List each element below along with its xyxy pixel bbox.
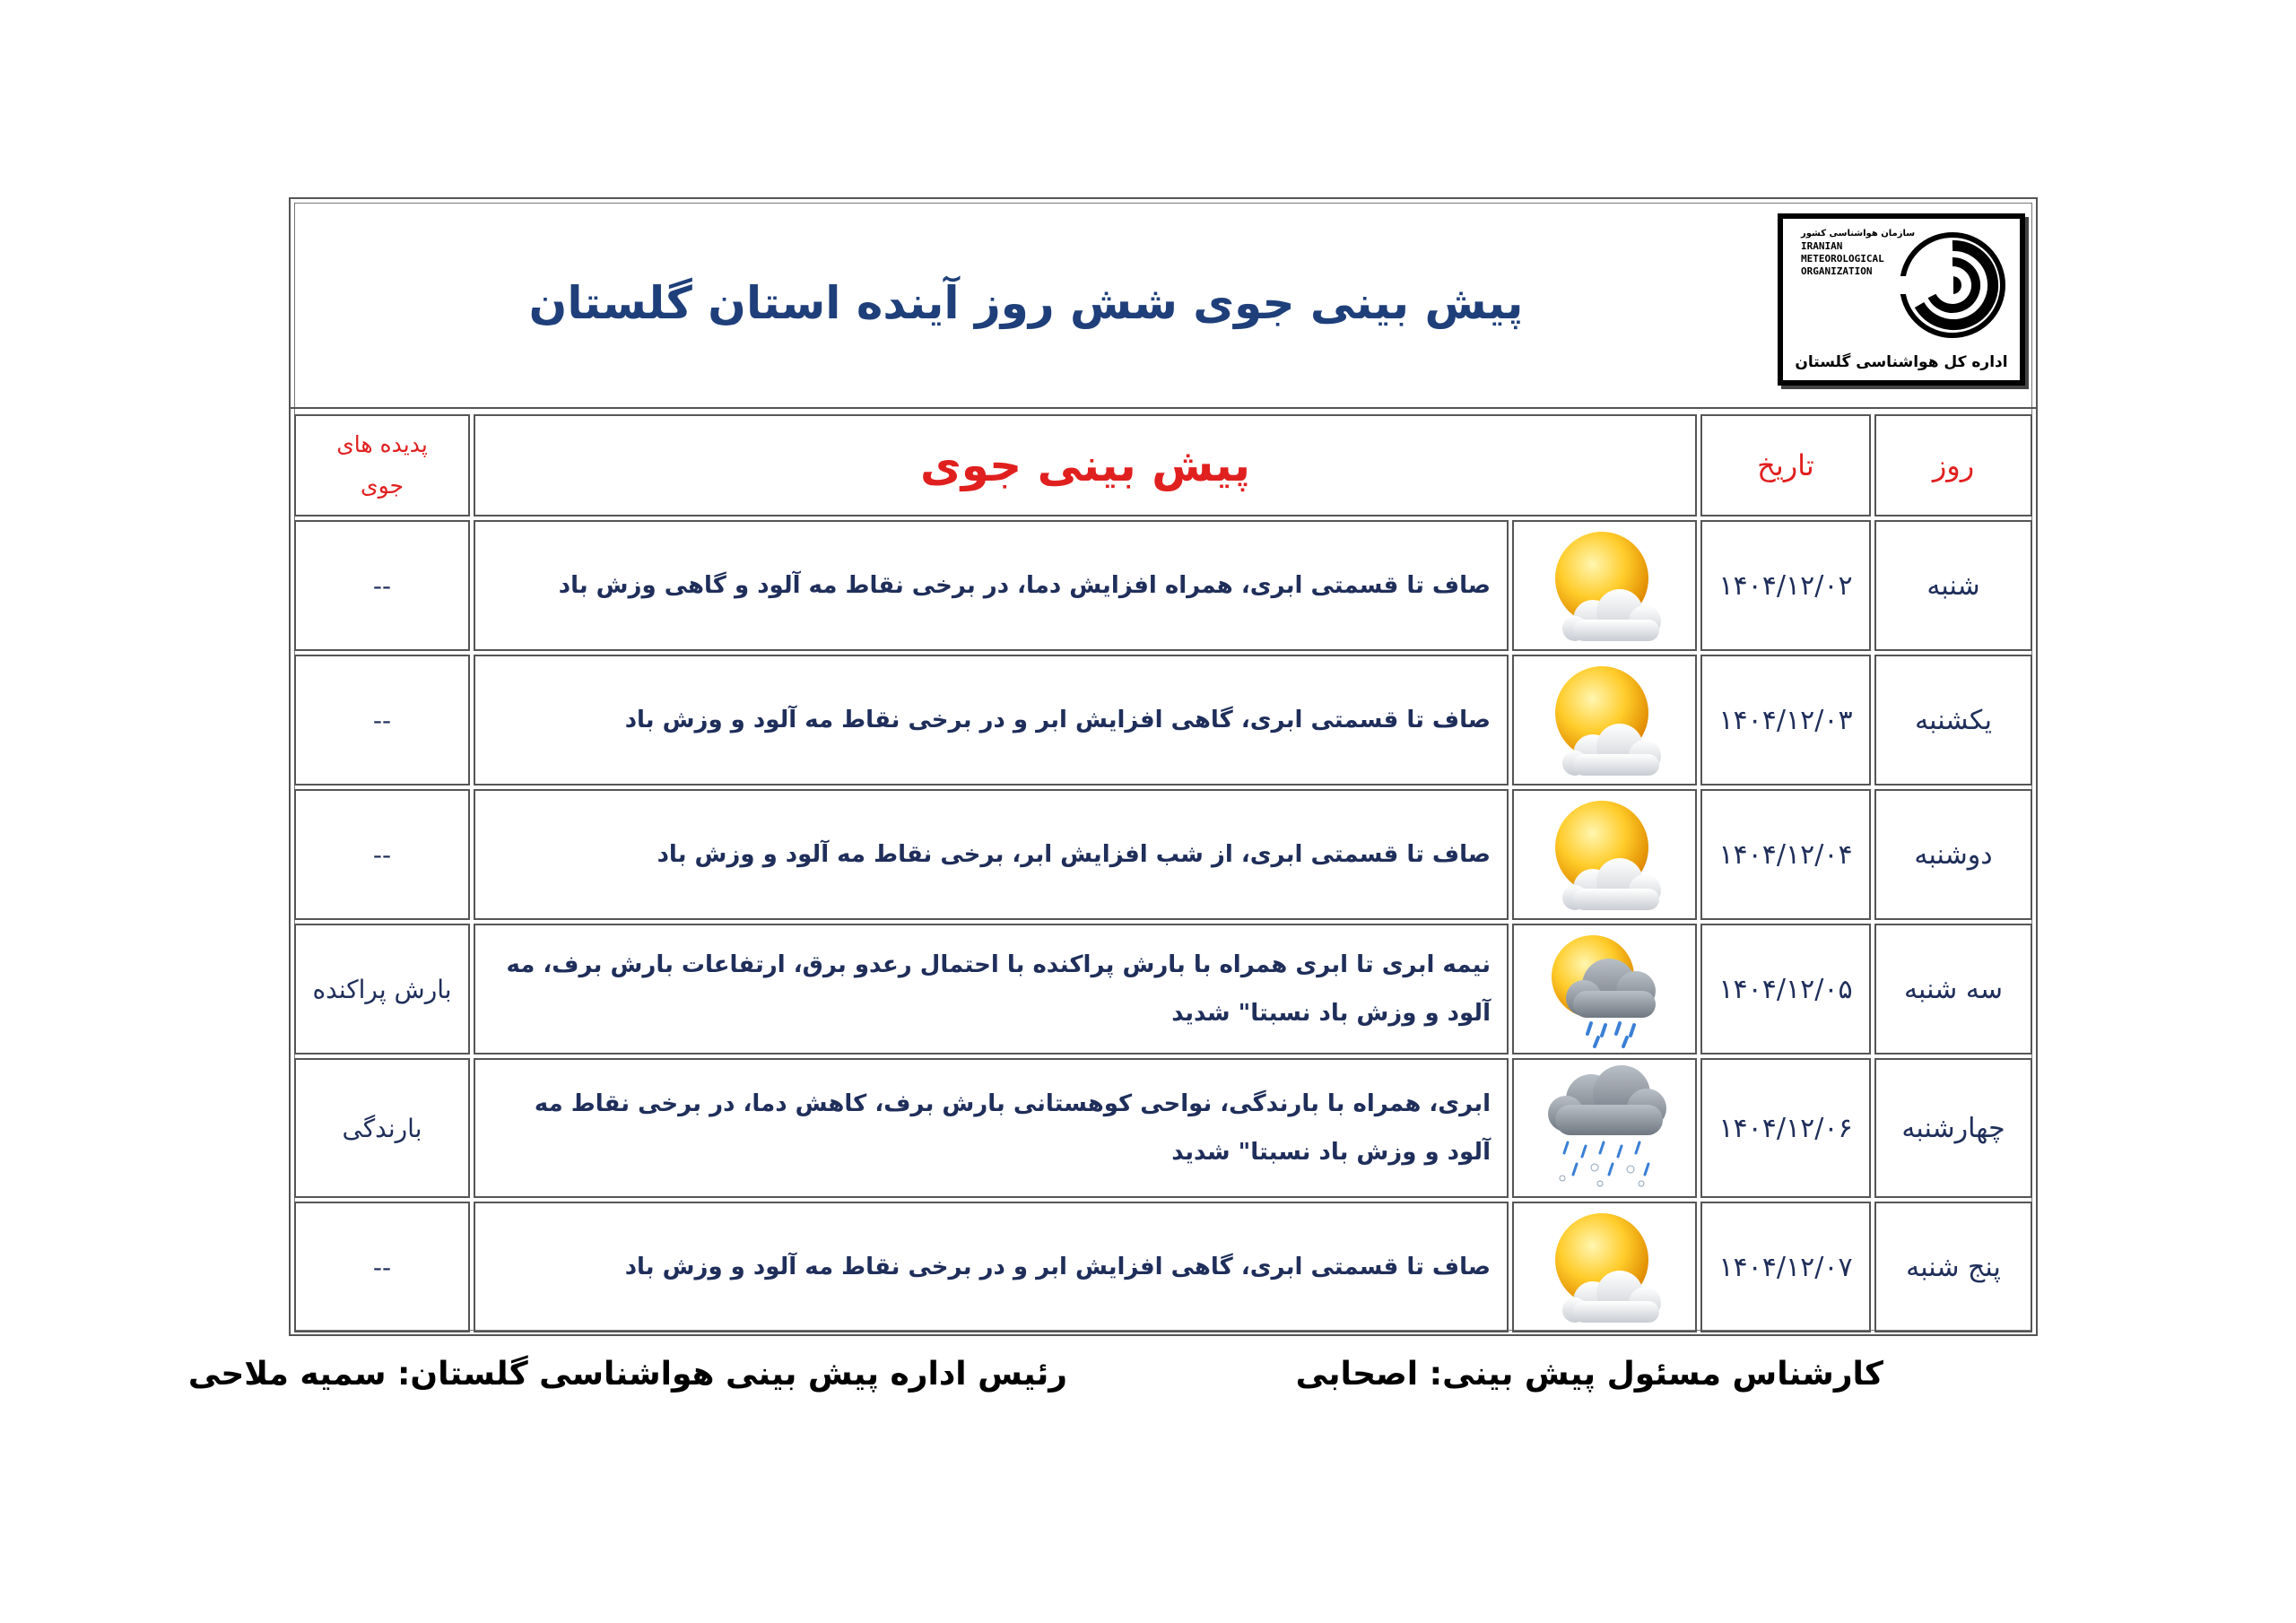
row-phenomena: -- xyxy=(294,1202,470,1332)
table-row xyxy=(294,520,2032,651)
table-row xyxy=(294,789,2032,920)
row-forecast: ابری، همراه با بارندگی، نواحی کوهستانی بارش برف، کاهش دما، در برخی نقاط مه آلود و وزش باد نسبتا" شدید xyxy=(474,1058,1509,1198)
row-forecast: صاف تا قسمتی ابری، گاهی افزایش ابر و در برخی نقاط مه آلود و وزش باد xyxy=(474,1202,1509,1332)
row-day: یکشنبه xyxy=(1874,655,2032,785)
row-forecast: صاف تا قسمتی ابری، از شب افزایش ابر، برخی نقاط مه آلود و وزش باد xyxy=(474,789,1509,920)
row-forecast: صاف تا قسمتی ابری، همراه افزایش دما، در برخی نقاط مه آلود و گاهی وزش باد xyxy=(474,520,1509,651)
row-phenomena: بارش پراکنده xyxy=(294,924,470,1055)
sun-behind-cloud-icon xyxy=(1512,1202,1697,1332)
header-day: روز xyxy=(1874,414,2032,516)
row-date: ۱۴۰۴/۱۲/۰۳ xyxy=(1700,655,1871,785)
forecast-sheet xyxy=(289,197,2038,1336)
logo-spiral-icon xyxy=(1900,231,2005,339)
table-row xyxy=(294,655,2032,785)
table-row xyxy=(294,1058,2032,1198)
header-date: تاریخ xyxy=(1700,414,1871,516)
table-row xyxy=(294,924,2032,1055)
row-date: ۱۴۰۴/۱۲/۰۴ xyxy=(1700,789,1871,920)
header-forecast: پیش بینی جوی xyxy=(474,414,1697,516)
header-phenomena: پدیده های جوی xyxy=(294,414,470,516)
sun-behind-cloud-icon xyxy=(1512,520,1697,651)
row-phenomena: -- xyxy=(294,520,470,651)
sun-cloud-rain-icon xyxy=(1512,924,1697,1055)
row-forecast: صاف تا قسمتی ابری، گاهی افزایش ابر و در برخی نقاط مه آلود و وزش باد xyxy=(474,655,1509,785)
row-day: سه شنبه xyxy=(1874,924,2032,1055)
sun-behind-cloud-icon xyxy=(1512,655,1697,785)
table-header-row xyxy=(294,414,2032,516)
department-head-credit: رئیس اداره پیش بینی هواشناسی گلستان: سمیه ملاحی xyxy=(187,1356,1067,1393)
sheet-header xyxy=(291,199,2036,409)
row-day: دوشنبه xyxy=(1874,789,2032,920)
row-phenomena: -- xyxy=(294,789,470,920)
row-forecast: نیمه ابری تا ابری همراه با بارش پراکنده با احتمال رعدو برق، ارتفاعات بارش برف، مه آلود و وزش باد نسبتا" شدید xyxy=(474,924,1509,1055)
forecaster-credit: کارشناس مسئول پیش بینی: اصحابی xyxy=(1295,1356,1883,1393)
row-day: چهارشنبه xyxy=(1874,1058,2032,1198)
row-phenomena: -- xyxy=(294,655,470,785)
rain-snow-cloud-icon xyxy=(1512,1058,1697,1198)
row-date: ۱۴۰۴/۱۲/۰۵ xyxy=(1700,924,1871,1055)
sun-behind-cloud-icon xyxy=(1512,789,1697,920)
row-date: ۱۴۰۴/۱۲/۰۲ xyxy=(1700,520,1871,651)
row-date: ۱۴۰۴/۱۲/۰۷ xyxy=(1700,1202,1871,1332)
forecast-table xyxy=(291,411,2036,1336)
page-title: پیش بینی جوی شش روز آینده استان گلستان xyxy=(528,277,1524,329)
row-day: شنبه xyxy=(1874,520,2032,651)
logo-caption: اداره کل هواشناسی گلستان xyxy=(1795,353,2008,371)
row-phenomena: بارندگی xyxy=(294,1058,470,1198)
row-date: ۱۴۰۴/۱۲/۰۶ xyxy=(1700,1058,1871,1198)
logo-top-text: سازمان هواشناسی کشور IRANIAN METEOROLOGICAL ORGANIZATION xyxy=(1801,229,1916,277)
organization-logo xyxy=(1778,213,2025,386)
row-day: پنج شنبه xyxy=(1874,1202,2032,1332)
table-row xyxy=(294,1202,2032,1332)
